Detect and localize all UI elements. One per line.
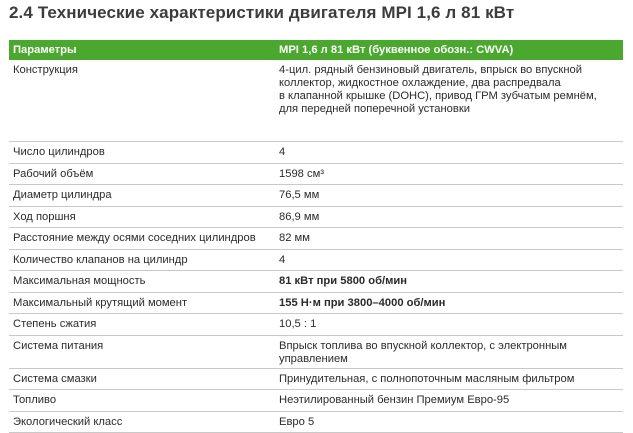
row-value (279, 60, 623, 116)
engine-spec-table (9, 40, 623, 433)
value-line: Впрыск топлива во впускной коллектор, с электронным (279, 340, 623, 353)
row-value: 4 (279, 250, 623, 267)
table-row-lubrication (9, 369, 623, 391)
row-param: Степень сжатия (9, 314, 279, 331)
page-title: 2.4 Технические характеристики двигателя MPI 1,6 л 81 кВт (9, 3, 514, 23)
header-parameters: Параметры (9, 44, 279, 57)
row-value: Неэтилированный бензин Премиум Евро-95 (279, 390, 623, 407)
table-row-fuel-system (9, 336, 623, 369)
table-row-bore (9, 185, 623, 207)
row-param: Максимальная мощность (9, 271, 279, 288)
value-line: для передней поперечной установки (279, 103, 623, 116)
row-param: Система питания (9, 336, 279, 353)
table-row-cylinder-spacing (9, 228, 623, 250)
row-value: 155 Н·м при 3800–4000 об/мин (279, 293, 623, 310)
row-param: Ход поршня (9, 207, 279, 224)
table-row-max-torque (9, 293, 623, 315)
table-row-stroke (9, 207, 623, 229)
row-param: Число цилиндров (9, 142, 279, 159)
row-value (279, 336, 623, 366)
row-param: Расстояние между осями соседних цилиндров (9, 228, 279, 245)
row-value: Принудительная, с полнопоточным масляным фильтром (279, 369, 623, 386)
row-value: 1598 см³ (279, 164, 623, 181)
value-line: управлением (279, 353, 623, 366)
row-param: Система смазки (9, 369, 279, 386)
table-row-displacement (9, 164, 623, 186)
table-row-cylinders (9, 142, 623, 164)
row-param: Экологический класс (9, 412, 279, 429)
value-line: коллектор, жидкостное охлаждение, два распредвала (279, 77, 623, 90)
value-line: в клапанной крышке (DOHC), привод ГРМ зубчатым ремнём, (279, 90, 623, 103)
row-value: 82 мм (279, 228, 623, 245)
table-row-design (9, 60, 623, 142)
row-value: 86,9 мм (279, 207, 623, 224)
row-param: Топливо (9, 390, 279, 407)
row-param: Диаметр цилиндра (9, 185, 279, 202)
row-value: 4 (279, 142, 623, 159)
row-value: 76,5 мм (279, 185, 623, 202)
header-engine-value: MPI 1,6 л 81 кВт (буквенное обозн.: CWVA) (279, 44, 623, 57)
table-row-compression (9, 314, 623, 336)
row-value: 10,5 : 1 (279, 314, 623, 331)
row-param: Максимальный крутящий момент (9, 293, 279, 310)
value-line: 4-цил. рядный бензиновый двигатель, впрыск во впускной (279, 64, 623, 77)
row-value: 81 кВт при 5800 об/мин (279, 271, 623, 288)
table-row-fuel (9, 390, 623, 412)
row-value: Евро 5 (279, 412, 623, 429)
table-row-valves (9, 250, 623, 272)
row-param: Количество клапанов на цилиндр (9, 250, 279, 267)
table-row-emission-class (9, 412, 623, 433)
table-header (9, 40, 623, 60)
row-param: Рабочий объём (9, 164, 279, 181)
table-row-max-power (9, 271, 623, 293)
row-param: Конструкция (9, 60, 279, 77)
